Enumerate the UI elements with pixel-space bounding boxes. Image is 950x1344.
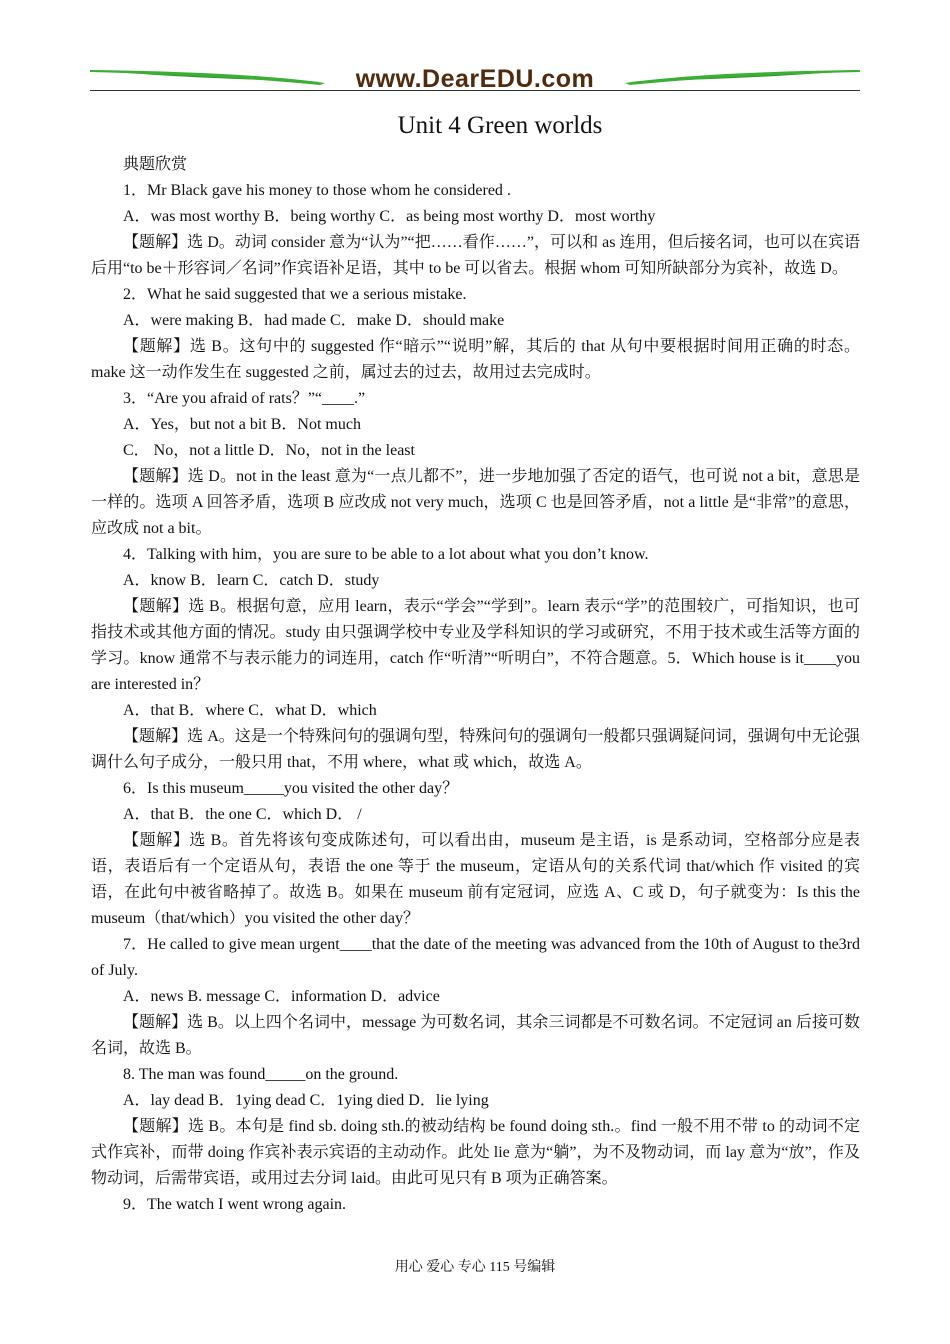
answer-options: A．Yes，but not a bit B．Not much [123,416,361,433]
question: 3．“Are you afraid of rats？”“____.” [123,390,366,407]
answer-options: A．lay dead B．1ying dead C．1ying died D．lie lying [123,1092,489,1109]
question: 2．What he said suggested that we a serious mistake. [123,286,467,303]
site-logo-text: www.DearEDU.com [355,65,595,93]
question: 8. The man was found_____on the ground. [123,1066,399,1083]
answer-options: A．were making B．had made C．make D．should make [123,312,505,329]
explanation: 【题解】选 A。这是一个特殊问句的强调句型，特殊问句的强调句一般都只强调疑问词，强调句中无论强调什么句子成分，一般只用 that，不用 where，what 或 which，故选 A。 [91,728,860,771]
answer-options: A．was most worthy B．being worthy C．as being most worthy D．most worthy [123,208,656,225]
question: 9．The watch I went wrong again. [123,1196,347,1213]
question: 1．Mr Black gave his money to those whom he considered . [123,182,511,199]
answer-options: C． No，not a little D．No，not in the least [123,442,415,459]
answer-options: A．that B．where C．what D．which [123,702,377,719]
explanation: 【题解】选 D。not in the least 意为“一点儿都不”，进一步地加强了否定的语气，也可说 not a bit，意思是一样的。选项 A 回答矛盾，选项 B 应改成 not very much，选项 C 也是回答矛盾，not a little 是“非常”的意思，应改成 not a bit。 [91,468,860,537]
page-title: Unit 4 Green worlds [397,112,603,139]
explanation: 【题解】选 B。本句是 find sb. doing sth.的被动结构 be found doing sth.。find 一般不用不带 to 的动词不定式作宾补，而带 doing 作宾补表示宾语的主动动作。此处 lie 意为“躺”，为不及物动词，而 lay 意为“放”，作及物动词，后需带宾语，或用过去分词 laid。由此可见只有 B 项为正确答案。 [91,1118,860,1187]
page-footer: 用心 爱心 专心 115 号编辑 [394,1260,556,1275]
header-rule [90,90,860,91]
section-heading: 典题欣赏 [123,156,188,173]
explanation: 【题解】选 B。根据句意，应用 learn，表示“学会”“学到”。learn 表示“学”的范围较广，可指知识，也可指技术或其他方面的情况。study 由只强调学校中专业及学科知识的学习或研究，不用于技术或生活等方面的学习。know 通常不与表示能力的词连用，catch 作“听清”“听明白”，不符合题意。5．Which house is it____you are interested in？ [91,598,864,693]
document-body [91,152,864,1218]
question: 4．Talking with him，you are sure to be able to a lot about what you don’t know. [123,546,649,563]
answer-options: A．that B．the one C．which D． / [123,806,362,823]
question: 7．He called to give mean urgent____that the date of the meeting was advanced from the 10th of August to the3rd of July. [91,936,864,979]
explanation: 【题解】选 B。这句中的 suggested 作“暗示”“说明”解，其后的 that 从句中要根据时间用正确的时态。make 这一动作发生在 suggested 之前，属过去的过去，故用过去完成时。 [91,338,860,381]
answer-options: A．news B. message C．information D．advice [123,988,440,1005]
explanation: 【题解】选 D。动词 consider 意为“认为”“把……看作……”，可以和 as 连用，但后接名词，也可以在宾语后用“to be＋形容词／名词”作宾语补足语，其中 to be 可以省去。根据 whom 可知所缺部分为宾补，故选 D。 [91,234,860,277]
explanation: 【题解】选 B。首先将该句变成陈述句，可以看出由，museum 是主语，is 是系动词，空格部分应是表语，表语后有一个定语从句，表语 the one 等于 the museum，定语从句的关系代词 that/which 作 visited 的宾语，在此句中被省略掉了。故选 B。如果在 museum 前有定冠词，应选 A、C 或 D，句子就变为：Is this the museum（that/which）you visited the other day？ [91,832,864,927]
question: 6．Is this museum_____you visited the other day？ [123,780,459,797]
answer-options: A．know B．learn C．catch D．study [123,572,380,589]
explanation: 【题解】选 B。以上四个名词中，message 为可数名词，其余三词都是不可数名词。不定冠词 an 后接可数名词，故选 B。 [91,1014,860,1057]
